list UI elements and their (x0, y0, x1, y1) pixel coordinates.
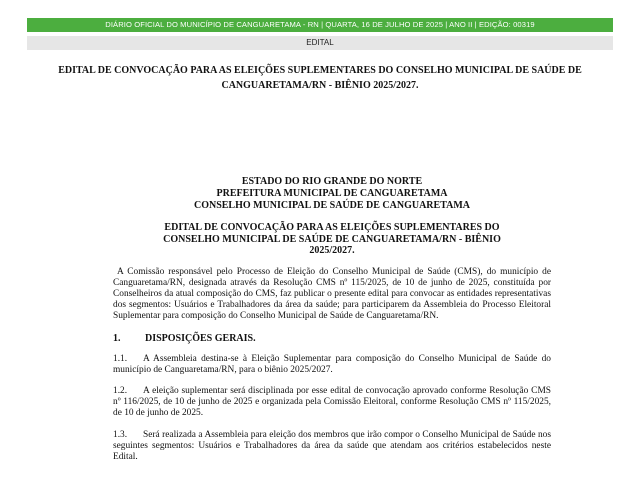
item-text: A eleição suplementar será disciplinada por esse edital de convocação aprovado conforme Resolução CMS nº 116/2025, de 10 de junho de 2025 e organizada pela Comissão Eleitoral, conforme Resolução CMS nº 115/2025, de 10 de junho de 2025. (113, 385, 551, 419)
state-heading: ESTADO DO RIO GRANDE DO NORTE (241, 176, 423, 187)
document-title-line: 2025/2027. (309, 245, 355, 256)
prefecture-heading: PREFEITURA MUNICIPAL DE CANGUARETAMA (216, 188, 448, 199)
item-number: 1.3. (113, 429, 128, 440)
document-title (113, 222, 551, 257)
list-item (113, 354, 551, 376)
item-number: 1.1. (113, 353, 128, 364)
section-number: 1. (113, 332, 121, 344)
document-body (113, 176, 551, 463)
list-item (113, 430, 551, 464)
section-title: DISPOSIÇÕES GERAIS. (145, 332, 256, 344)
item-text: A Assembleia destina-se à Eleição Suplementar para composição do Conselho Municipal de Saúde do município de Canguaretama/RN, para o biênio 2025/2027. (113, 353, 551, 375)
section-label: EDITAL (27, 36, 613, 50)
item-text: Será realizada a Assembleia para eleição dos membros que irão compor o Conselho Municipal de Saúde nos seguintes segmentos: Usuários e Trabalhadores da área da saúde que atendam aos critérios estabelecidos neste Edital. (113, 429, 551, 462)
item-number: 1.2. (113, 385, 128, 396)
list-item (113, 386, 551, 420)
document-title-line: EDITAL DE CONVOCAÇÃO PARA AS ELEIÇÕES SUPLEMENTARES DO (164, 222, 500, 233)
page-title: EDITAL DE CONVOCAÇÃO PARA AS ELEIÇÕES SUPLEMENTARES DO CONSELHO MUNICIPAL DE SAÚDE DE CANGUARETAMA/RN - BIÊNIO 2025/2027. (58, 65, 582, 91)
gazette-banner: DIÁRIO OFICIAL DO MUNICÍPIO DE CANGUARETAMA - RN | QUARTA, 16 DE JULHO DE 2025 | ANO II | EDIÇÃO: 00319 (27, 18, 613, 32)
document-title-line: CONSELHO MUNICIPAL DE SAÚDE DE CANGUARETAMA/RN - BIÊNIO (163, 233, 501, 245)
section-heading (113, 333, 551, 344)
council-heading: CONSELHO MUNICIPAL DE SAÚDE DE CANGUARETAMA (193, 200, 471, 211)
intro-paragraph: A Comissão responsável pelo Processo de Eleição do Conselho Municipal de Saúde (CMS), do município de Canguaretama/RN, designada através da Resolução CMS nº 115/2025, de 10 de junho de 2025, constituída por Conselheiros da atual composição do CMS, faz publicar o presente edital para convocar as entidades representativas dos segmentos: Usuários e Trabalhadores da área da saúde; para participarem da Assembleia do Processo Eleitoral Suplementar para composição do Conselho Municipal de Saúde de Canguaretama/RN. (113, 266, 551, 322)
